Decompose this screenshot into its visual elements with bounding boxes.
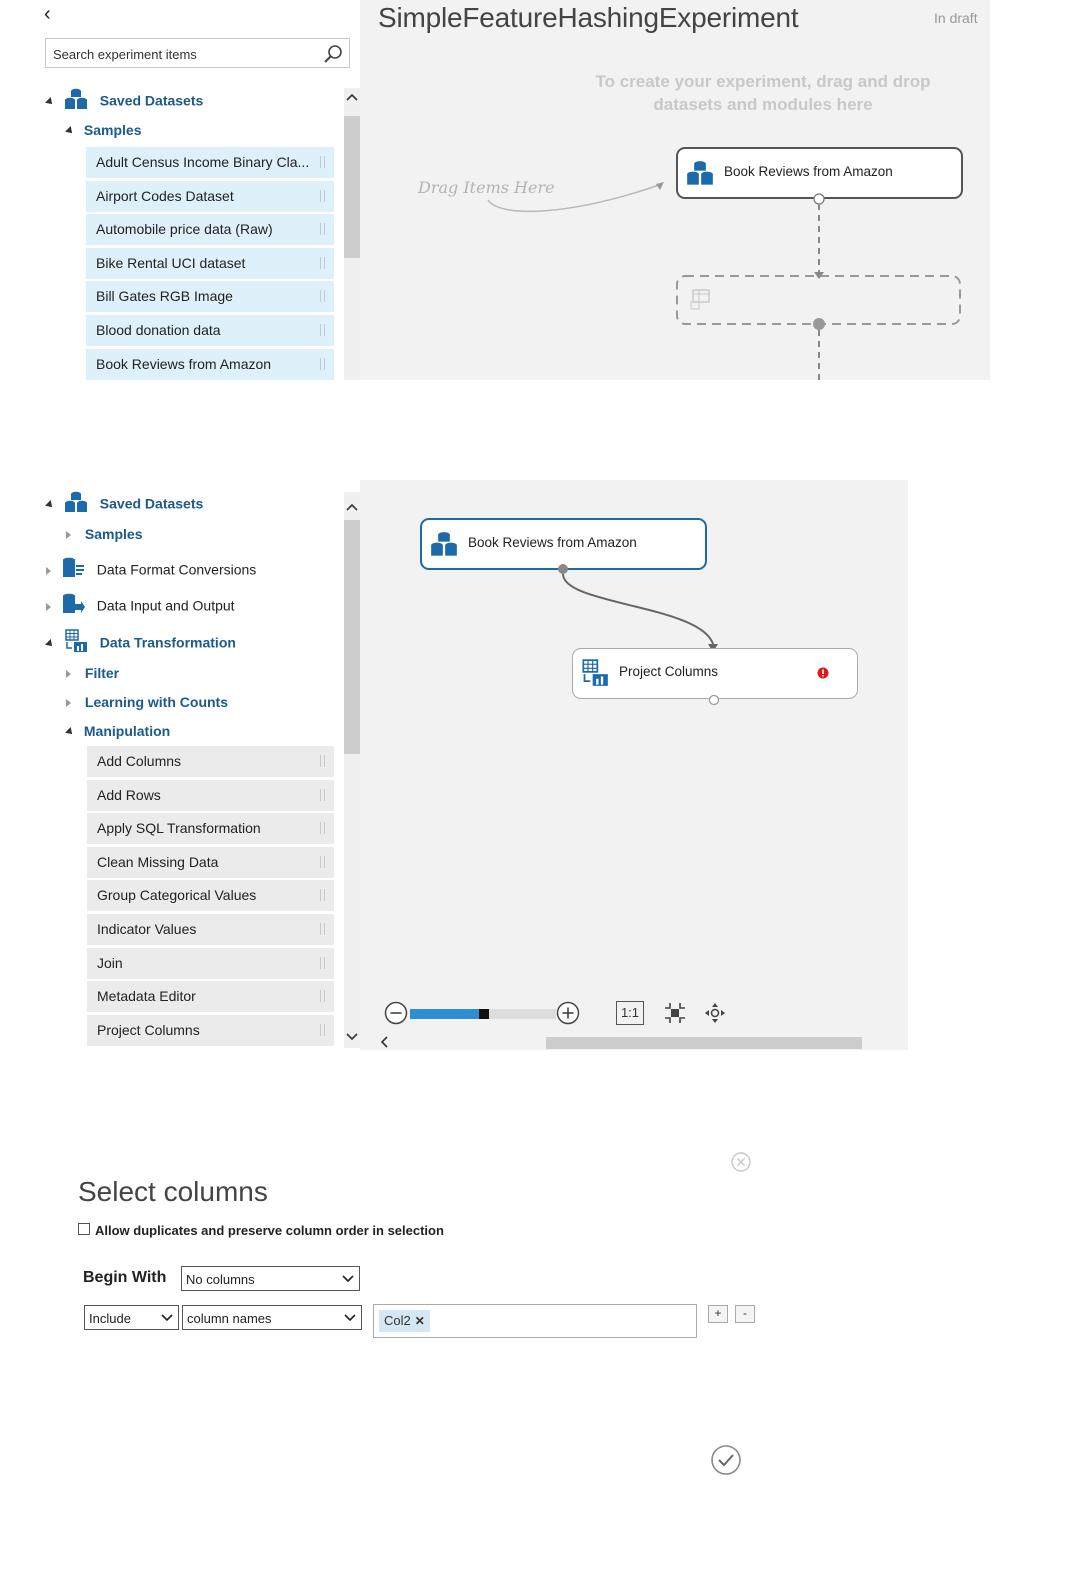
tree-label: Data Transformation bbox=[99, 634, 236, 651]
collapsed-icon bbox=[66, 699, 71, 707]
list-item-label: Apply SQL Transformation bbox=[97, 820, 261, 837]
tree-data-input-output[interactable] bbox=[46, 592, 235, 614]
dataset-icon bbox=[64, 490, 88, 520]
list-item[interactable] bbox=[87, 813, 334, 844]
tree-label: Saved Datasets bbox=[99, 92, 204, 109]
remove-rule-button[interactable]: - bbox=[735, 1305, 755, 1323]
drag-handle-icon[interactable] bbox=[320, 290, 325, 302]
module-project-columns[interactable] bbox=[572, 648, 858, 699]
tree-samples-2[interactable] bbox=[66, 523, 142, 545]
zoom-fill bbox=[410, 1009, 479, 1019]
tree-label: Filter bbox=[84, 665, 120, 681]
tree-learning-with-counts[interactable] bbox=[66, 691, 228, 713]
tree-label: Data Format Conversions bbox=[96, 561, 257, 578]
module-label: Book Reviews from Amazon bbox=[724, 164, 893, 179]
rule-mode-select[interactable] bbox=[84, 1305, 179, 1330]
output-port[interactable] bbox=[708, 694, 720, 709]
scroll-down-icon[interactable] bbox=[346, 1030, 358, 1045]
list-item-label: Add Columns bbox=[97, 753, 182, 769]
drop-connector bbox=[660, 190, 980, 380]
drag-handle-icon[interactable] bbox=[320, 889, 325, 901]
list-item[interactable] bbox=[86, 281, 334, 312]
tree-data-format-conversions[interactable] bbox=[46, 556, 256, 578]
pan-icon[interactable] bbox=[703, 1001, 727, 1030]
list-item[interactable] bbox=[87, 948, 334, 979]
hint-line: datasets and modules here bbox=[653, 95, 873, 114]
drag-handle-icon[interactable] bbox=[320, 190, 325, 202]
list-item[interactable] bbox=[86, 214, 334, 245]
experiment-title[interactable]: SimpleFeatureHashingExperiment bbox=[378, 2, 799, 33]
allow-duplicates-checkbox[interactable] bbox=[78, 1223, 90, 1235]
drag-handle-icon[interactable] bbox=[320, 755, 325, 767]
list-item-label: Bike Rental UCI dataset bbox=[96, 254, 246, 271]
list-item[interactable] bbox=[87, 847, 334, 878]
zoom-in-icon[interactable] bbox=[556, 1001, 580, 1030]
list-item[interactable] bbox=[87, 880, 334, 911]
project-columns-icon bbox=[581, 659, 609, 690]
scroll-up-icon[interactable] bbox=[346, 500, 358, 515]
select-value: Include bbox=[89, 1311, 131, 1326]
tree-label: Manipulation bbox=[83, 723, 171, 739]
tree-label: Data Input and Output bbox=[96, 597, 235, 614]
select-value: column names bbox=[187, 1311, 272, 1326]
dataset-icon bbox=[430, 530, 458, 561]
collapsed-icon bbox=[66, 531, 71, 539]
sidebar-scrollbar-2[interactable] bbox=[344, 492, 361, 1048]
module-connection bbox=[540, 560, 740, 660]
transformation-icon bbox=[64, 629, 88, 659]
drag-handle-icon[interactable] bbox=[320, 257, 325, 269]
remove-tag-icon[interactable]: ✕ bbox=[414, 1314, 425, 1328]
zoom-out-icon[interactable] bbox=[384, 1001, 408, 1030]
collapsed-icon bbox=[46, 603, 51, 611]
scroll-thumb[interactable] bbox=[344, 520, 361, 754]
drag-handle-icon[interactable] bbox=[320, 822, 325, 834]
drag-handle-icon[interactable] bbox=[320, 358, 325, 370]
expanded-icon bbox=[65, 126, 75, 136]
chevron-down-icon bbox=[344, 1313, 356, 1323]
sidebar-scrollbar[interactable] bbox=[344, 88, 361, 380]
dialog-title: Select columns bbox=[78, 1176, 268, 1207]
chevron-down-icon bbox=[161, 1313, 173, 1323]
list-item[interactable] bbox=[87, 981, 334, 1012]
list-item-label: Indicator Values bbox=[97, 921, 197, 937]
list-item-label: Blood donation data bbox=[96, 322, 221, 338]
begin-with-select[interactable] bbox=[181, 1266, 360, 1291]
list-item[interactable] bbox=[86, 147, 334, 178]
expanded-icon bbox=[45, 639, 55, 649]
list-item[interactable] bbox=[86, 349, 334, 380]
tree-label: Samples bbox=[83, 122, 142, 138]
column-tag[interactable] bbox=[379, 1310, 430, 1332]
list-item-label: Join bbox=[97, 954, 123, 971]
drag-handle-icon[interactable] bbox=[320, 789, 325, 801]
tree-manipulation[interactable] bbox=[66, 720, 170, 742]
placeholder-module-icon bbox=[690, 288, 712, 315]
tree-label: Learning with Counts bbox=[84, 694, 228, 710]
list-item-label: Book Reviews from Amazon bbox=[96, 355, 272, 372]
search-icon[interactable] bbox=[323, 44, 343, 69]
zoom-reset-button[interactable]: 1:1 bbox=[616, 1001, 644, 1025]
tree-samples[interactable] bbox=[66, 119, 141, 141]
list-item-label: Add Rows bbox=[97, 786, 161, 803]
scroll-up-icon[interactable] bbox=[346, 90, 358, 105]
list-item-label: Metadata Editor bbox=[97, 988, 196, 1005]
close-icon[interactable] bbox=[730, 1151, 752, 1178]
column-tag-label: Col2 bbox=[384, 1313, 411, 1328]
tree-saved-datasets[interactable] bbox=[46, 87, 203, 109]
fit-to-screen-icon[interactable] bbox=[663, 1001, 687, 1030]
scroll-thumb[interactable] bbox=[344, 116, 361, 258]
list-item-label: Airport Codes Dataset bbox=[96, 187, 234, 204]
confirm-icon[interactable] bbox=[710, 1444, 742, 1481]
drag-handle-icon[interactable] bbox=[320, 223, 325, 235]
list-item[interactable] bbox=[86, 181, 334, 212]
list-item-label: Automobile price data (Raw) bbox=[96, 221, 273, 238]
dataset-icon bbox=[686, 159, 714, 190]
list-item[interactable] bbox=[86, 315, 334, 346]
list-item[interactable] bbox=[87, 1015, 334, 1046]
list-item-label: Clean Missing Data bbox=[97, 853, 219, 870]
collapsed-icon bbox=[46, 567, 51, 575]
chevron-down-icon bbox=[342, 1274, 354, 1284]
begin-with-label: Begin With bbox=[83, 1269, 167, 1286]
hint-line: To create your experiment, drag and drop bbox=[595, 72, 931, 91]
list-item[interactable] bbox=[87, 914, 334, 945]
list-item[interactable] bbox=[86, 248, 334, 279]
add-rule-button[interactable]: + bbox=[708, 1305, 728, 1323]
drag-handle-icon[interactable] bbox=[320, 856, 325, 868]
zoom-thumb[interactable] bbox=[479, 1009, 489, 1019]
tree-data-transformation[interactable] bbox=[46, 629, 236, 651]
expanded-icon bbox=[45, 500, 55, 510]
tree-filter[interactable] bbox=[66, 662, 119, 684]
list-item-label: Adult Census Income Binary Cla... bbox=[96, 154, 310, 170]
error-icon[interactable] bbox=[817, 667, 829, 682]
list-item[interactable] bbox=[87, 780, 334, 811]
back-button[interactable]: ‹ bbox=[44, 3, 51, 25]
conversion-icon bbox=[61, 556, 85, 586]
tree-label: Saved Datasets bbox=[99, 495, 204, 512]
drag-arrow-icon bbox=[480, 176, 680, 221]
collapsed-icon bbox=[66, 670, 71, 678]
canvas-hint bbox=[560, 70, 966, 116]
drag-hint: Drag Items Here bbox=[418, 178, 555, 197]
drag-handle-icon[interactable] bbox=[320, 990, 325, 1002]
expanded-icon bbox=[45, 97, 55, 107]
module-label: Book Reviews from Amazon bbox=[468, 535, 637, 550]
list-item-label: Project Columns bbox=[97, 1021, 200, 1038]
select-value: No columns bbox=[186, 1272, 255, 1287]
list-item[interactable] bbox=[87, 746, 334, 777]
drag-handle-icon[interactable] bbox=[320, 156, 325, 168]
canvas-scroll-thumb[interactable] bbox=[546, 1037, 862, 1049]
allow-duplicates-label: Allow duplicates and preserve column order in selection bbox=[95, 1223, 444, 1238]
tree-saved-datasets-2[interactable] bbox=[46, 490, 203, 512]
drag-handle-icon[interactable] bbox=[320, 923, 325, 935]
list-item-label: Group Categorical Values bbox=[97, 887, 257, 904]
search-box bbox=[45, 38, 350, 68]
drag-handle-icon[interactable] bbox=[320, 324, 325, 336]
scroll-left-icon[interactable] bbox=[379, 1035, 389, 1054]
drag-handle-icon[interactable] bbox=[320, 957, 325, 969]
drag-handle-icon[interactable] bbox=[320, 1024, 325, 1036]
dataset-icon bbox=[64, 87, 88, 117]
list-item-label: Bill Gates RGB Image bbox=[96, 288, 233, 305]
zoom-slider[interactable] bbox=[410, 1009, 556, 1019]
rule-type-select[interactable] bbox=[182, 1305, 362, 1330]
column-names-input[interactable] bbox=[373, 1304, 697, 1338]
expanded-icon bbox=[65, 727, 75, 737]
module-label: Project Columns bbox=[619, 664, 719, 679]
input-output-icon bbox=[61, 592, 85, 622]
search-input[interactable] bbox=[51, 40, 325, 68]
tree-label: Samples bbox=[84, 526, 143, 542]
status-label: In draft bbox=[934, 10, 978, 26]
